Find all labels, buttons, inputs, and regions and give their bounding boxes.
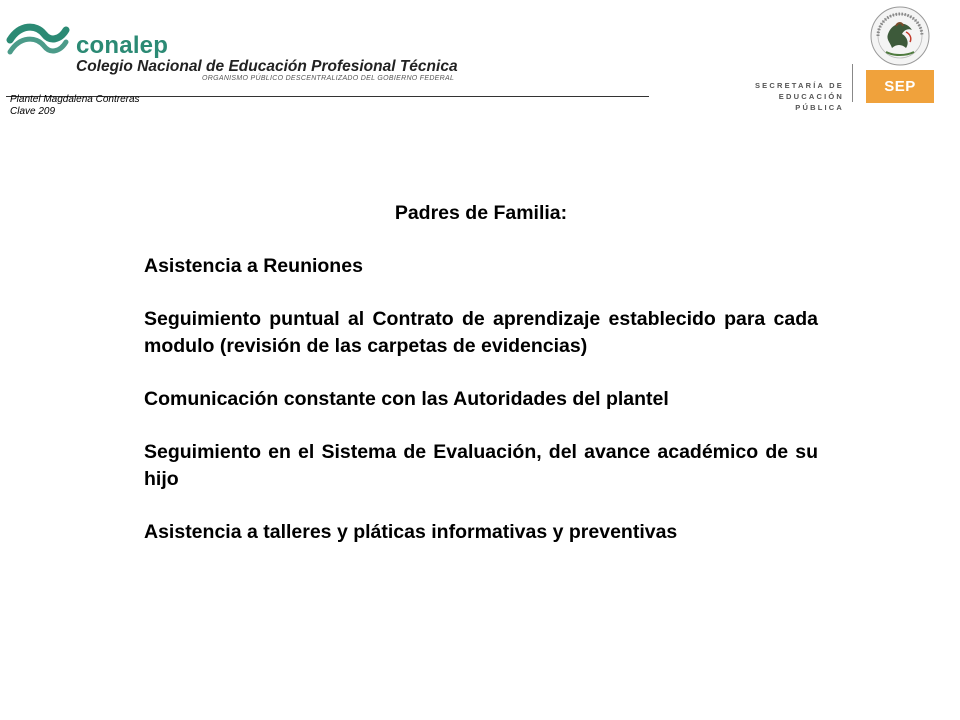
plantel-info: [10, 94, 140, 118]
sep-badge-label: SEP: [884, 78, 916, 95]
list-item: Seguimiento en el Sistema de Evaluación, del avance académico de su hijo: [144, 441, 818, 490]
plantel-clave: Clave 209: [10, 106, 56, 117]
conalep-header: [6, 8, 646, 92]
brand-subtitle: ORGANISMO PÚBLICO DESCENTRALIZADO DEL GOBIERNO FEDERAL: [202, 75, 455, 82]
page-title: Padres de Familia:: [394, 202, 568, 224]
main-content: [144, 200, 818, 572]
sep-name-line1: SECRETARÍA DE: [754, 81, 844, 90]
list-item: Asistencia a Reuniones: [144, 255, 363, 277]
sep-name: [734, 80, 844, 113]
sep-name-line2: EDUCACIÓN PÚBLICA: [778, 92, 844, 112]
brand-full-name: Colegio Nacional de Educación Profesional Técnica: [76, 58, 458, 75]
list-item: Seguimiento puntual al Contrato de aprendizaje establecido para cada modulo (revisión de las carpetas de evidencias): [144, 308, 818, 357]
list-item: Comunicación constante con las Autoridades del plantel: [144, 388, 669, 410]
plantel-name: Plantel Magdalena Contreras: [10, 94, 140, 105]
conalep-logo-icon: [6, 18, 70, 58]
list-item: Asistencia a talleres y pláticas informativas y preventivas: [144, 521, 678, 543]
mexico-seal-icon: [866, 4, 934, 68]
sep-badge: [866, 70, 934, 103]
sep-divider: [852, 64, 853, 102]
brand-name: conalep: [76, 32, 169, 59]
